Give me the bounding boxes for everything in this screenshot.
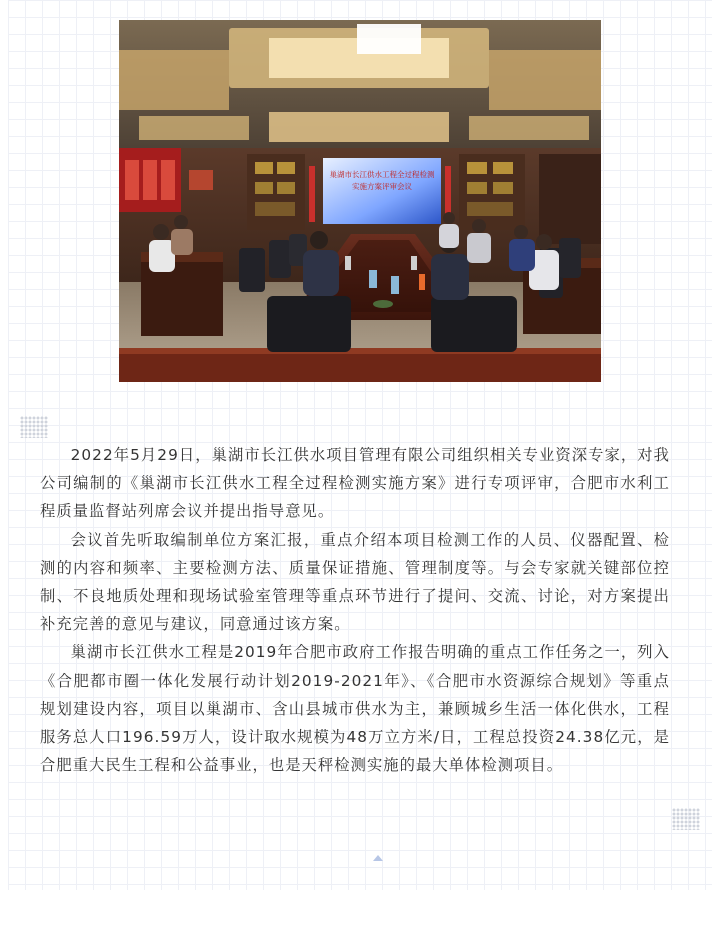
triangle-up-icon[interactable] — [373, 855, 383, 861]
screen-title-line2: 实施方案评审会议 — [352, 182, 412, 191]
paragraph-2: 会议首先听取编制单位方案汇报，重点介绍本项目检测工作的人员、仪器配置、检测的内容和频率、主要检测方法、质量保证措施、管理制度等。与会专家就关键部位控制、不良地质处理和现场试验室管理等重点环节进行了提问、交流、讨论，对方案提出补充完善的意见与建议，同意通过该方案。 — [40, 530, 670, 634]
paragraph-3: 巢湖市长江供水工程是2019年合肥市政府工作报告明确的重点工作任务之一，列入《合肥都市圈一体化发展行动计划2019-2021年》、《合肥市水资源综合规划》等重点规划建设内容，项目以巢湖市、含山县城市供水为主，兼顾城乡生活一体化供水，工程服务总人口196.59万人，设计取水规模为48万立方米/日，工程总投资24.38亿元，是合肥重大民生工程和公益事业，也是天秤检测实施的最大单体检测项目。 — [40, 643, 670, 775]
meeting-photo — [119, 20, 601, 382]
dot-grid-icon — [20, 416, 48, 438]
dot-grid-icon — [672, 808, 700, 830]
article-body — [40, 441, 670, 779]
paragraph-1: 2022年5月29日，巢湖市长江供水项目管理有限公司组织相关专业资深专家，对我公司编制的《巢湖市长江供水工程全过程检测实施方案》进行专项评审，合肥市水利工程质量监督站列席会议并提出指导意见。 — [40, 446, 670, 521]
screen-title-line1: 巢湖市长江供水工程全过程检测 — [329, 170, 435, 179]
